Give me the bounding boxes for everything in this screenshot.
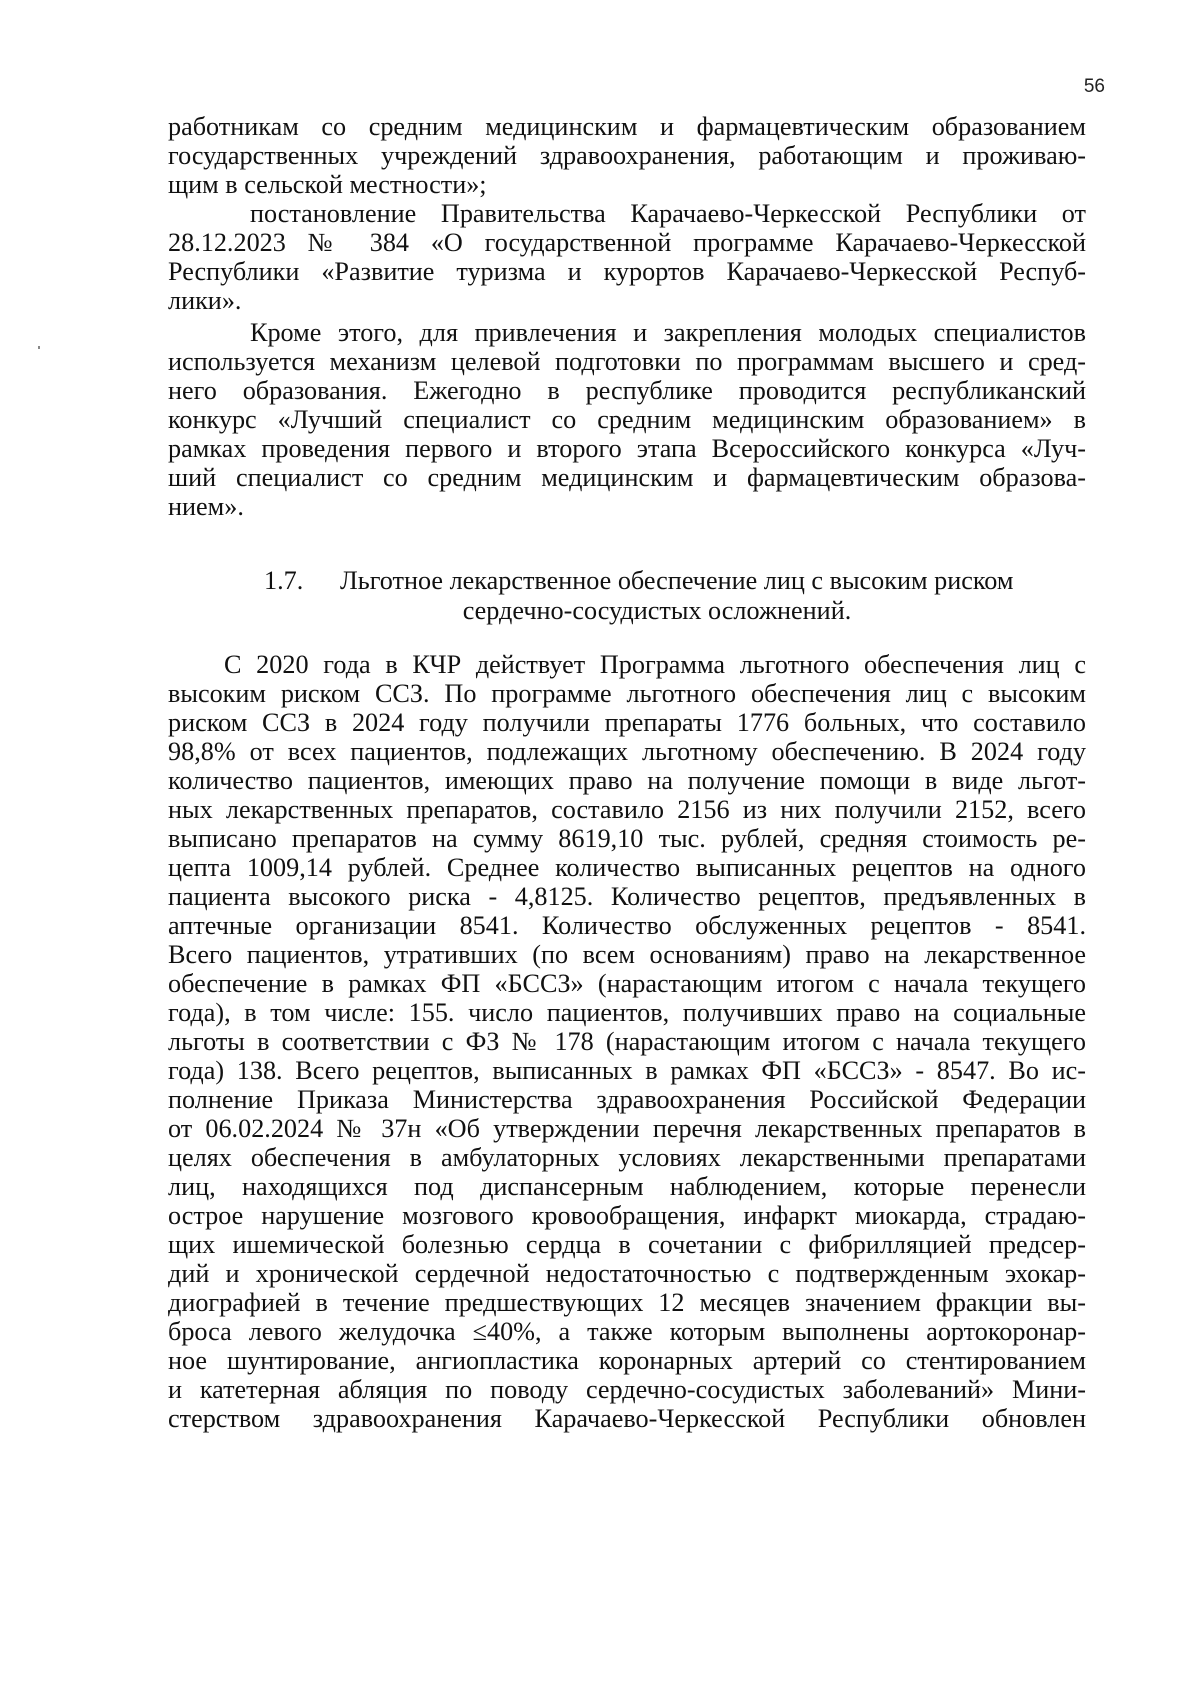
paragraph-line: работникам со средним медицинским и фармацевтическим образованием: [168, 112, 1086, 141]
paragraph-line: лиц, находящихся под диспансерным наблюдением, которые перенесли: [168, 1172, 1086, 1201]
paragraph-line: цепта 1009,14 рублей. Среднее количество выписанных рецептов на одного: [168, 853, 1086, 882]
paragraph-line: лики».: [168, 286, 242, 315]
paragraph-line: аптечные организации 8541. Количество обслуженных рецептов - 8541.: [168, 911, 1086, 940]
paragraph-line: броса левого желудочка ≤40%, а также которым выполнены аортокоронар-: [168, 1317, 1086, 1346]
paragraph-3: [168, 318, 1086, 521]
paragraph-line: С 2020 года в КЧР действует Программа льготного обеспечения лиц с: [224, 650, 1086, 679]
section-heading: [168, 566, 1086, 626]
paragraph-line: обеспечение в рамках ФП «БССЗ» (нарастающим итогом с начала текущего: [168, 969, 1086, 998]
paragraph-line: высоким риском ССЗ. По программе льготного обеспечения лиц с высоким: [168, 679, 1086, 708]
paragraph-line: постановление Правительства Карачаево-Черкесской Республики от: [250, 199, 1086, 228]
paragraph-4: [168, 650, 1086, 1433]
paragraph-line: дий и хронической сердечной недостаточностью с подтвержденным эхокар-: [168, 1259, 1086, 1288]
paragraph-line: нием».: [168, 492, 244, 521]
paragraph-line: года) 138. Всего рецептов, выписанных в рамках ФП «БССЗ» - 8547. Во ис-: [168, 1056, 1086, 1085]
paragraph-line: Республики «Развитие туризма и курортов Карачаево-Черкесской Респуб-: [168, 257, 1086, 286]
paragraph-line: льготы в соответствии с ФЗ № 178 (нарастающим итогом с начала текущего: [168, 1027, 1086, 1056]
paragraph-line: 98,8% от всех пациентов, подлежащих льготному обеспечению. В 2024 году: [168, 737, 1086, 766]
paragraph-line: него образования. Ежегодно в республике проводится республиканский: [168, 376, 1086, 405]
scan-speck: [38, 346, 40, 349]
paragraph-line: ное шунтирование, ангиопластика коронарных артерий со стентированием: [168, 1346, 1086, 1375]
paragraph-line: щим в сельской местности»;: [168, 170, 487, 199]
paragraph-line: года), в том числе: 155. число пациентов, получивших право на социальные: [168, 998, 1086, 1027]
paragraph-2: [168, 199, 1086, 315]
paragraph-line: риском ССЗ в 2024 году получили препараты 1776 больных, что составило: [168, 708, 1086, 737]
paragraph-line: от 06.02.2024 № 37н «Об утверждении перечня лекарственных препаратов в: [168, 1114, 1086, 1143]
paragraph-line: количество пациентов, имеющих право на получение помощи в виде льгот-: [168, 766, 1086, 795]
paragraph-line: пациента высокого риска - 4,8125. Количество рецептов, предъявленных в: [168, 882, 1086, 911]
paragraph-line: государственных учреждений здравоохранения, работающим и проживаю-: [168, 141, 1086, 170]
paragraph-line: и катетерная абляция по поводу сердечно-сосудистых заболеваний» Мини-: [168, 1375, 1086, 1404]
section-number: 1.7.: [264, 566, 304, 595]
paragraph-line: конкурс «Лучший специалист со средним медицинским образованием» в: [168, 405, 1086, 434]
paragraph-line: щих ишемической болезнью сердца в сочетании с фибрилляцией предсер-: [168, 1230, 1086, 1259]
paragraph-line: ных лекарственных препаратов, составило 2156 из них получили 2152, всего: [168, 795, 1086, 824]
paragraph-line: Всего пациентов, утративших (по всем основаниям) право на лекарственное: [168, 940, 1086, 969]
paragraph-line: острое нарушение мозгового кровообращения, инфаркт миокарда, страдаю-: [168, 1201, 1086, 1230]
paragraph-1: [168, 112, 1086, 199]
page-number: 56: [1083, 76, 1105, 97]
paragraph-line: 28.12.2023 № 384 «О государственной программе Карачаево-Черкесской: [168, 228, 1086, 257]
paragraph-line: Кроме этого, для привлечения и закрепления молодых специалистов: [250, 318, 1086, 347]
section-heading-line-1: [168, 566, 1086, 596]
paragraph-line: целях обеспечения в амбулаторных условиях лекарственными препаратами: [168, 1143, 1086, 1172]
paragraph-line: используется механизм целевой подготовки по программам высшего и сред-: [168, 347, 1086, 376]
paragraph-line: полнение Приказа Министерства здравоохранения Российской Федерации: [168, 1085, 1086, 1114]
paragraph-line: диографией в течение предшествующих 12 месяцев значением фракции вы-: [168, 1288, 1086, 1317]
section-title-part-2: сердечно-сосудистых осложнений.: [462, 596, 852, 625]
section-title-part-1: Льготное лекарственное обеспечение лиц с высоким риском: [340, 566, 1014, 595]
paragraph-line: рамках проведения первого и второго этапа Всероссийского конкурса «Луч-: [168, 434, 1086, 463]
paragraph-line: ший специалист со средним медицинским и фармацевтическим образова-: [168, 463, 1086, 492]
paragraph-line: выписано препаратов на сумму 8619,10 тыс. рублей, средняя стоимость ре-: [168, 824, 1086, 853]
paragraph-line: стерством здравоохранения Карачаево-Черкесской Республики обновлен: [168, 1404, 1086, 1433]
